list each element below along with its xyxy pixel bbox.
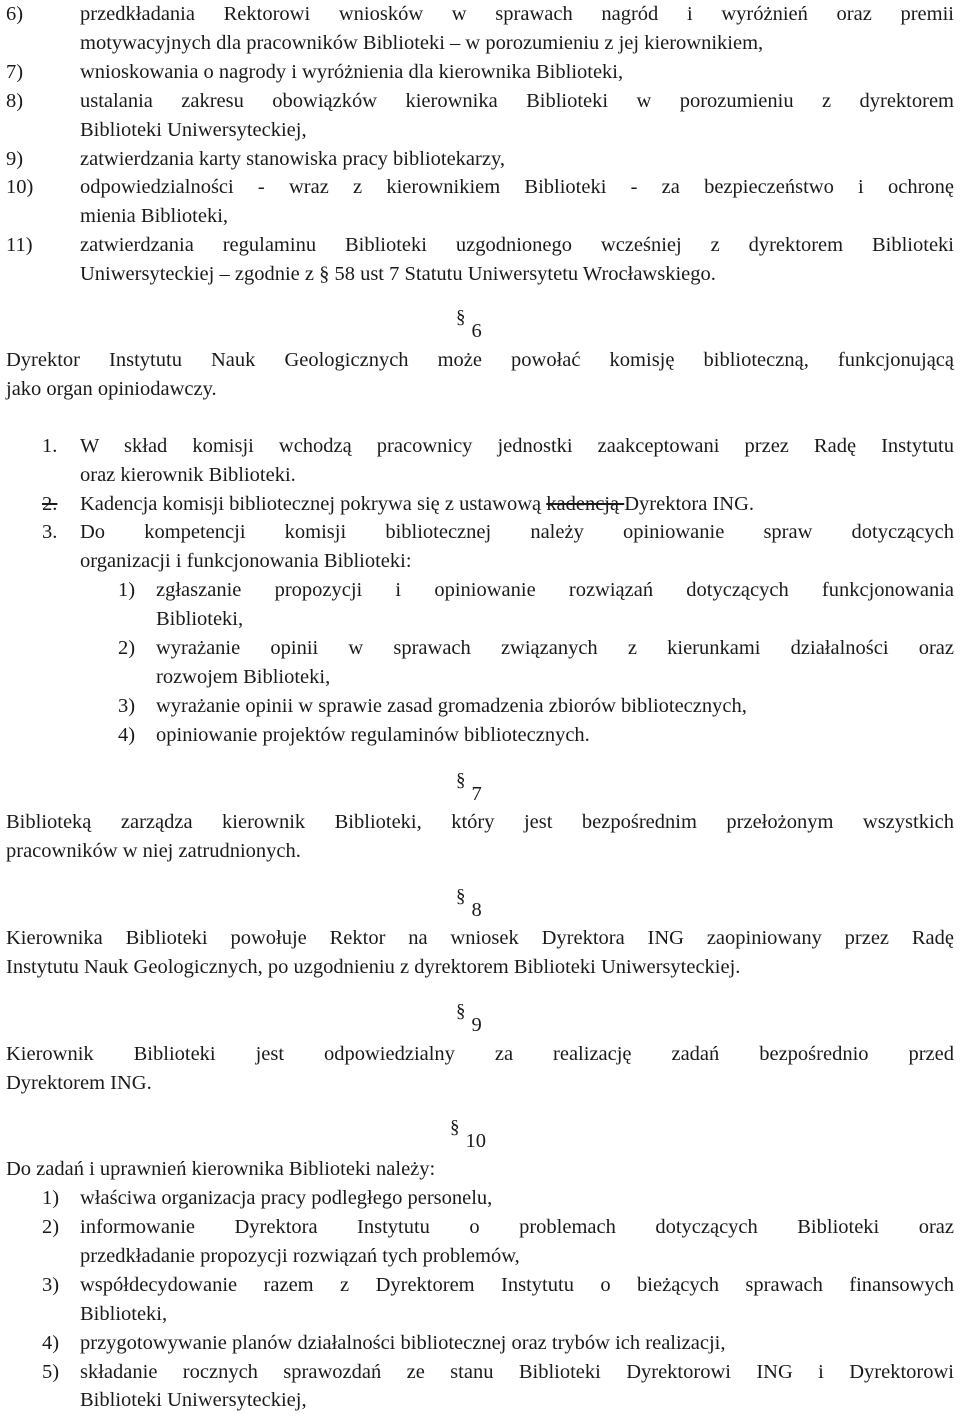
list-item-text: wnioskowania o nagrody i wyróżnienia dla kierownika Biblioteki, [80,61,624,83]
section-heading [456,886,482,925]
list-item-number: 8) [6,90,24,112]
list-item-text: odpowiedzialności - wraz z kierownikiem Biblioteki - za bezpieczeństwo i ochronę [80,176,954,198]
list-item-text: informowanie Dyrektora Instytutu o problemach dotyczących Biblioteki oraz [80,1216,954,1238]
list-item-number: 1) [42,1187,60,1209]
list-item-text: Biblioteki Uniwersyteckiej, [80,119,307,141]
list-item-text: mienia Biblioteki, [80,205,229,227]
section-number: 8 [471,899,482,921]
subpoint-text: zgłaszanie propozycji i opiniowanie rozwiązań dotyczących funkcjonowania [156,579,954,601]
list-item-number: 4) [42,1332,60,1354]
point-text: organizacji i funkcjonowania Biblioteki: [80,550,412,572]
list-item-number: 5) [42,1361,60,1383]
subpoint-text: opiniowanie projektów regulaminów bibliotecznych. [156,724,590,746]
list-item-text: przygotowywanie planów działalności bibliotecznej oraz trybów ich realizacji, [80,1332,726,1354]
paragraph-line: Biblioteką zarządza kierownik Biblioteki, który jest bezpośrednim przełożonym wszystkich [6,811,954,833]
list-item-text: Uniwersyteckiej – zgodnie z § 58 ust 7 Statutu Uniwersytetu Wrocławskiego. [80,263,716,285]
section-heading [456,770,482,809]
list-item-number: 11) [6,234,33,256]
list-item-text: zatwierdzania regulaminu Biblioteki uzgodnionego wcześniej z dyrektorem Biblioteki [80,234,954,256]
list-item-number: 10) [6,176,34,198]
point-number: 3. [42,521,58,543]
point-text [80,490,754,519]
paragraph-line: Instytutu Nauk Geologicznych, po uzgodnieniu z dyrektorem Biblioteki Uniwersyteckiej. [6,956,741,978]
paragraph-line: Kierownika Biblioteki powołuje Rektor na wniosek Dyrektora ING zaopiniowany przez Radę [6,927,954,949]
subpoint-text: wyrażanie opinii w sprawach związanych z kierunkami działalności oraz [156,637,954,659]
list-item-text: zatwierdzania karty stanowiska pracy bibliotekarzy, [80,148,506,170]
list-item-number: 9) [6,148,24,170]
section-sign: § [456,770,466,791]
section-sign: § [456,307,466,328]
list-item-text: Biblioteki, [80,1303,168,1325]
subpoint-text: Biblioteki, [156,608,244,630]
list-item-text: właściwa organizacja pracy podległego personelu, [80,1187,493,1209]
paragraph-line: Do zadań i uprawnień kierownika Biblioteki należy: [6,1158,436,1180]
section-number: 10 [465,1130,486,1152]
list-item-text: składanie rocznych sprawozdań ze stanu Biblioteki Dyrektorowi ING i Dyrektorowi [80,1361,954,1383]
list-item-text: Biblioteki Uniwersyteckiej, [80,1389,307,1411]
point-text: oraz kierownik Biblioteki. [80,464,296,486]
point-text: Do kompetencji komisji bibliotecznej należy opiniowanie spraw dotyczących [80,521,954,543]
paragraph-line: Dyrektorem ING. [6,1072,152,1094]
list-item-number: 6) [6,3,24,25]
point-number: 2. [42,493,58,515]
section-number: 6 [471,320,482,342]
section-heading [450,1117,486,1156]
subpoint-text: wyrażanie opinii w sprawie zasad gromadzenia zbiorów bibliotecznych, [156,695,747,717]
paragraph-line: Dyrektor Instytutu Nauk Geologicznych może powołać komisję biblioteczną, funkcjonującą [6,349,954,371]
paragraph-line: Kierownik Biblioteki jest odpowiedzialny za realizację zadań bezpośrednio przed [6,1043,954,1065]
subpoint-number: 3) [118,695,136,717]
section-heading [456,1001,482,1040]
list-item-number: 2) [42,1216,60,1238]
subpoint-text: rozwojem Biblioteki, [156,666,331,688]
paragraph-line: jako organ opiniodawczy. [6,378,217,400]
list-item-text: współdecydowanie razem z Dyrektorem Instytutu o bieżących sprawach finansowych [80,1274,954,1296]
list-item-number: 3) [42,1274,60,1296]
list-item-text: przedkładania Rektorowi wniosków w sprawach nagród i wyróżnień oraz premii [80,3,954,25]
point-number: 1. [42,435,58,457]
subpoint-number: 2) [118,637,136,659]
section-sign: § [456,886,466,907]
section-heading [456,307,482,346]
section-sign: § [456,1001,466,1022]
point-text-after: Dyrektora ING. [624,493,755,515]
section-sign: § [450,1117,460,1138]
subpoint-number: 1) [118,579,136,601]
struck-text: kadencją [546,493,625,515]
list-item-text: ustalania zakresu obowiązków kierownika Biblioteki w porozumieniu z dyrektorem [80,90,954,112]
point-text-before: Kadencja komisji bibliotecznej pokrywa się z ustawową [80,493,547,515]
subpoint-number: 4) [118,724,136,746]
section-number: 9 [471,1014,482,1036]
list-item-text: motywacyjnych dla pracowników Biblioteki – w porozumieniu z jej kierownikiem, [80,32,764,54]
list-item-number: 7) [6,61,24,83]
section-number: 7 [471,783,482,805]
point-text: W skład komisji wchodzą pracownicy jednostki zaakceptowani przez Radę Instytutu [80,435,954,457]
paragraph-line: pracowników w niej zatrudnionych. [6,840,301,862]
list-item-text: przedkładanie propozycji rozwiązań tych problemów, [80,1245,520,1267]
